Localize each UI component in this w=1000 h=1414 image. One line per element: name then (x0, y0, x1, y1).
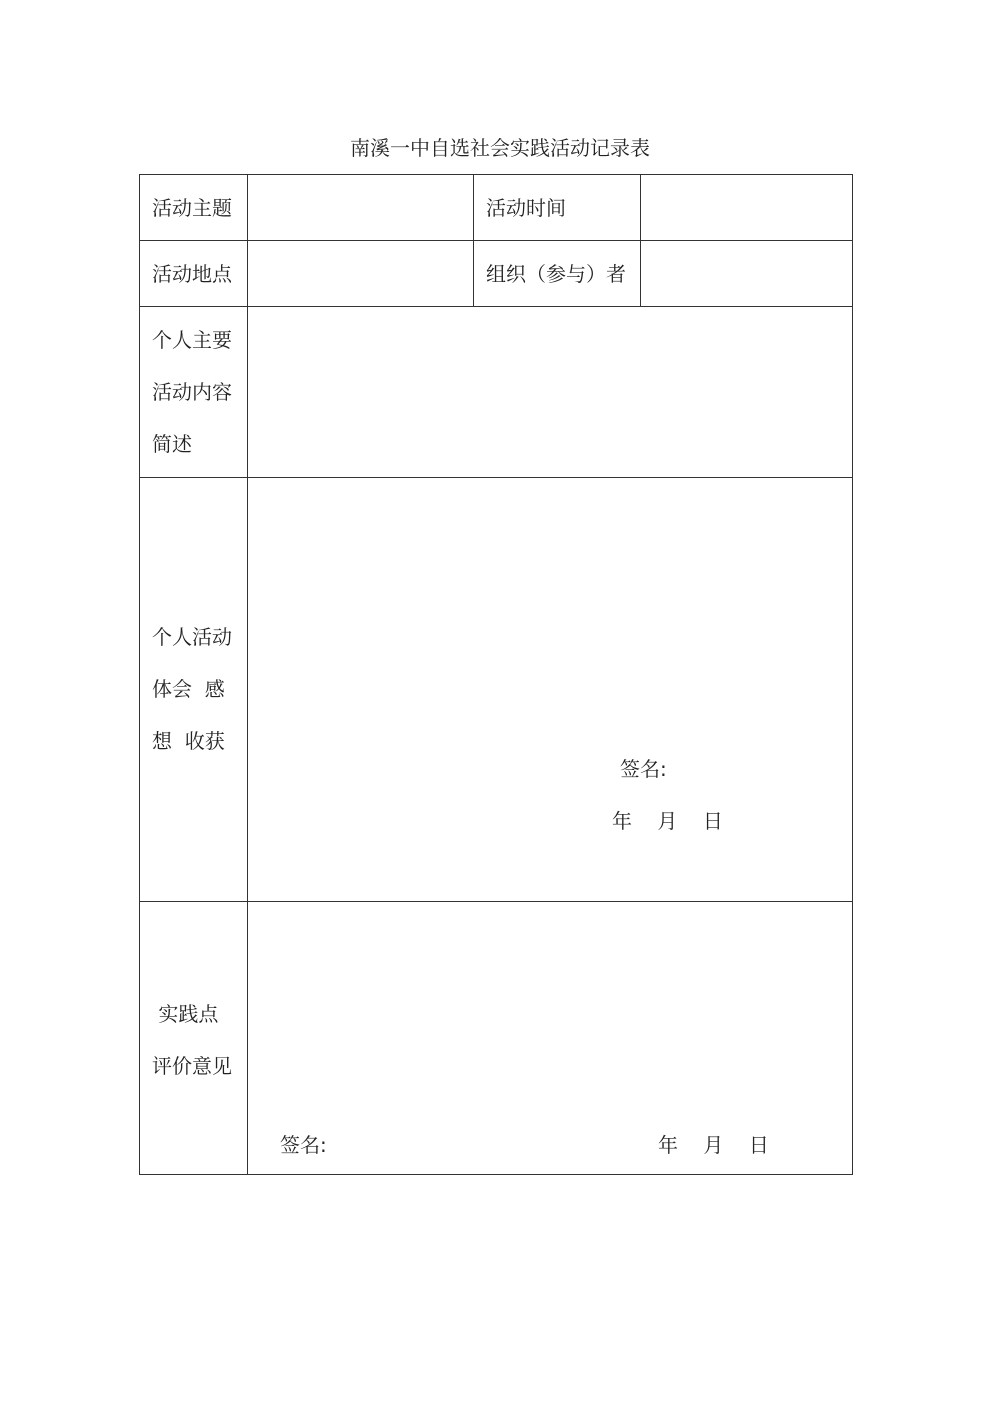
reflection-label-line-2: 体会 感 (152, 677, 225, 701)
time-value-cell[interactable] (642, 176, 852, 239)
content-value-cell[interactable] (249, 308, 852, 476)
content-label-line-1: 个人主要 (152, 328, 232, 352)
column-divider (640, 175, 641, 306)
reflection-label-line-3: 想 收获 (152, 729, 225, 753)
location-value-cell[interactable] (249, 242, 472, 305)
content-label-line-3: 简述 (152, 432, 192, 456)
location-label: 活动地点 (152, 262, 232, 286)
evaluation-label-line-1: 实践点 (152, 1002, 219, 1026)
time-label: 活动时间 (486, 196, 566, 220)
column-divider (473, 175, 474, 306)
reflection-date-label: 年 月 日 (612, 809, 723, 833)
content-label-line-2: 活动内容 (152, 380, 232, 404)
evaluation-signature-label: 签名: (280, 1133, 327, 1157)
organizer-label: 组织（参与）者 (486, 262, 626, 286)
reflection-label-line-1: 个人活动 (152, 625, 232, 649)
evaluation-date-label: 年 月 日 (658, 1133, 769, 1157)
record-form-table (139, 174, 853, 1175)
organizer-value-cell[interactable] (642, 242, 852, 305)
reflection-value-cell[interactable] (249, 479, 852, 900)
topic-label: 活动主题 (152, 196, 232, 220)
evaluation-label-line-2: 评价意见 (152, 1054, 232, 1078)
reflection-signature-label: 签名: (620, 757, 667, 781)
document-title: 南溪一中自选社会实践活动记录表 (350, 136, 650, 160)
label-column-divider (247, 175, 248, 1174)
topic-value-cell[interactable] (249, 176, 472, 239)
